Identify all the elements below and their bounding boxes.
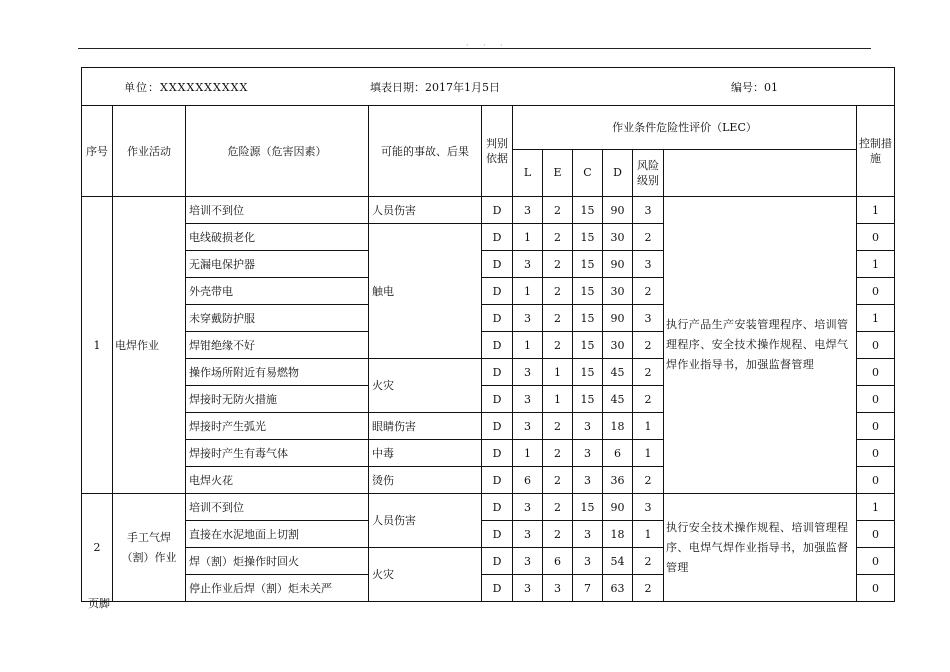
unacceptable-cell: 1 bbox=[857, 305, 895, 332]
unacceptable-cell: 0 bbox=[857, 467, 895, 494]
hazard-cell: 焊（割）炬操作时回火 bbox=[186, 548, 369, 575]
control-measures-cell: 执行产品生产安装管理程序、培训管理程序、安全技术操作规程、电焊气焊作业指导书，加强监督管理 bbox=[664, 197, 857, 494]
l-cell: 1 bbox=[513, 278, 543, 305]
c-cell: 15 bbox=[573, 332, 603, 359]
risk-level-cell: 2 bbox=[633, 386, 664, 413]
e-cell: 2 bbox=[543, 332, 573, 359]
basis-cell: D bbox=[482, 413, 513, 440]
consequence-cell: 眼睛伤害 bbox=[369, 413, 482, 440]
basis-cell: D bbox=[482, 278, 513, 305]
l-cell: 3 bbox=[513, 305, 543, 332]
unacceptable-cell: 1 bbox=[857, 197, 895, 224]
seq-cell: 2 bbox=[82, 494, 113, 602]
hazard-cell: 焊接时产生有毒气体 bbox=[186, 440, 369, 467]
c-cell: 3 bbox=[573, 548, 603, 575]
d-cell: 90 bbox=[603, 197, 633, 224]
col-consequence: 可能的事故、后果 bbox=[369, 106, 482, 197]
c-cell: 15 bbox=[573, 305, 603, 332]
hazard-cell: 焊接时产生弧光 bbox=[186, 413, 369, 440]
hazard-cell: 未穿戴防护服 bbox=[186, 305, 369, 332]
hazard-cell: 直接在水泥地面上切割 bbox=[186, 521, 369, 548]
l-cell: 1 bbox=[513, 224, 543, 251]
e-cell: 2 bbox=[543, 224, 573, 251]
hazard-cell: 无漏电保护器 bbox=[186, 251, 369, 278]
d-cell: 6 bbox=[603, 440, 633, 467]
col-hazard: 危险源（危害因素） bbox=[186, 106, 369, 197]
unacceptable-cell: 0 bbox=[857, 521, 895, 548]
col-risk-level: 风险级别 bbox=[633, 149, 664, 196]
e-cell: 2 bbox=[543, 278, 573, 305]
risk-level-cell: 3 bbox=[633, 251, 664, 278]
footer-text: 页脚 bbox=[88, 597, 110, 610]
risk-level-cell: 2 bbox=[633, 548, 664, 575]
consequence-cell: 火灾 bbox=[369, 359, 482, 413]
basis-cell: D bbox=[482, 467, 513, 494]
basis-cell: D bbox=[482, 251, 513, 278]
e-cell: 3 bbox=[543, 575, 573, 602]
col-d: D bbox=[603, 149, 633, 196]
risk-level-cell: 2 bbox=[633, 278, 664, 305]
hazard-cell: 焊钳绝缘不好 bbox=[186, 332, 369, 359]
basis-cell: D bbox=[482, 359, 513, 386]
e-cell: 1 bbox=[543, 386, 573, 413]
e-cell: 2 bbox=[543, 467, 573, 494]
col-l: L bbox=[513, 149, 543, 196]
d-cell: 45 bbox=[603, 359, 633, 386]
e-cell: 2 bbox=[543, 521, 573, 548]
unacceptable-cell: 0 bbox=[857, 413, 895, 440]
header-mark: · · · bbox=[466, 41, 509, 50]
risk-level-cell: 3 bbox=[633, 494, 664, 521]
col-e: E bbox=[543, 149, 573, 196]
d-cell: 30 bbox=[603, 278, 633, 305]
col-activity: 作业活动 bbox=[113, 106, 186, 197]
d-cell: 90 bbox=[603, 251, 633, 278]
risk-level-cell: 3 bbox=[633, 197, 664, 224]
d-cell: 90 bbox=[603, 305, 633, 332]
consequence-cell: 烫伤 bbox=[369, 467, 482, 494]
l-cell: 3 bbox=[513, 197, 543, 224]
unacceptable-cell: 1 bbox=[857, 251, 895, 278]
col-seq: 序号 bbox=[82, 106, 113, 197]
d-cell: 63 bbox=[603, 575, 633, 602]
table-row bbox=[82, 494, 895, 521]
col-lec-group: 作业条件危险性评价（LEC） bbox=[513, 106, 857, 150]
c-cell: 15 bbox=[573, 197, 603, 224]
l-cell: 1 bbox=[513, 332, 543, 359]
number-label: 编号：01 bbox=[731, 81, 778, 94]
l-cell: 6 bbox=[513, 467, 543, 494]
risk-level-cell: 2 bbox=[633, 224, 664, 251]
hazard-cell: 操作场所附近有易燃物 bbox=[186, 359, 369, 386]
hazard-cell: 培训不到位 bbox=[186, 494, 369, 521]
hazard-cell: 培训不到位 bbox=[186, 197, 369, 224]
basis-cell: D bbox=[482, 386, 513, 413]
date-label: 填表日期：2017年1月5日 bbox=[370, 81, 500, 94]
unit-label: 单位：XXXXXXXXXX bbox=[124, 81, 249, 94]
d-cell: 30 bbox=[603, 332, 633, 359]
e-cell: 2 bbox=[543, 251, 573, 278]
e-cell: 2 bbox=[543, 197, 573, 224]
unacceptable-cell: 0 bbox=[857, 386, 895, 413]
basis-cell: D bbox=[482, 494, 513, 521]
basis-cell: D bbox=[482, 197, 513, 224]
activity-cell: 电焊作业 bbox=[113, 197, 186, 494]
e-cell: 2 bbox=[543, 440, 573, 467]
activity-cell: 手工气焊（割）作业 bbox=[113, 494, 186, 602]
d-cell: 36 bbox=[603, 467, 633, 494]
consequence-cell: 人员伤害 bbox=[369, 494, 482, 548]
hazard-cell: 外壳带电 bbox=[186, 278, 369, 305]
d-cell: 30 bbox=[603, 224, 633, 251]
l-cell: 3 bbox=[513, 251, 543, 278]
e-cell: 6 bbox=[543, 548, 573, 575]
e-cell: 2 bbox=[543, 494, 573, 521]
consequence-cell: 火灾 bbox=[369, 548, 482, 602]
l-cell: 3 bbox=[513, 494, 543, 521]
c-cell: 15 bbox=[573, 278, 603, 305]
header-rule bbox=[78, 48, 871, 49]
l-cell: 3 bbox=[513, 359, 543, 386]
info-row bbox=[82, 68, 895, 106]
col-basis: 判别依据 bbox=[482, 106, 513, 197]
l-cell: 3 bbox=[513, 413, 543, 440]
col-c: C bbox=[573, 149, 603, 196]
l-cell: 3 bbox=[513, 386, 543, 413]
e-cell: 1 bbox=[543, 359, 573, 386]
l-cell: 1 bbox=[513, 440, 543, 467]
l-cell: 3 bbox=[513, 548, 543, 575]
c-cell: 15 bbox=[573, 359, 603, 386]
risk-level-cell: 2 bbox=[633, 575, 664, 602]
risk-level-cell: 2 bbox=[633, 332, 664, 359]
d-cell: 18 bbox=[603, 521, 633, 548]
d-cell: 54 bbox=[603, 548, 633, 575]
hazard-cell: 焊接时无防火措施 bbox=[186, 386, 369, 413]
hazard-cell: 停止作业后焊（割）炬未关严 bbox=[186, 575, 369, 602]
header-row-1 bbox=[82, 106, 895, 150]
risk-assessment-table bbox=[81, 67, 895, 602]
risk-level-cell: 1 bbox=[633, 413, 664, 440]
c-cell: 15 bbox=[573, 224, 603, 251]
unacceptable-cell: 0 bbox=[857, 548, 895, 575]
unacceptable-cell: 0 bbox=[857, 575, 895, 602]
c-cell: 3 bbox=[573, 440, 603, 467]
c-cell: 3 bbox=[573, 467, 603, 494]
d-cell: 18 bbox=[603, 413, 633, 440]
consequence-cell: 触电 bbox=[369, 224, 482, 359]
c-cell: 3 bbox=[573, 521, 603, 548]
basis-cell: D bbox=[482, 224, 513, 251]
unacceptable-cell: 0 bbox=[857, 224, 895, 251]
unacceptable-cell: 0 bbox=[857, 332, 895, 359]
d-cell: 45 bbox=[603, 386, 633, 413]
basis-cell: D bbox=[482, 575, 513, 602]
c-cell: 3 bbox=[573, 413, 603, 440]
consequence-cell: 中毒 bbox=[369, 440, 482, 467]
unacceptable-cell: 0 bbox=[857, 440, 895, 467]
unacceptable-cell: 0 bbox=[857, 359, 895, 386]
hazard-cell: 电线破损老化 bbox=[186, 224, 369, 251]
c-cell: 15 bbox=[573, 251, 603, 278]
control-measures-cell: 执行安全技术操作规程、培训管理程序、电焊气焊作业指导书，加强监督管理 bbox=[664, 494, 857, 602]
basis-cell: D bbox=[482, 548, 513, 575]
unacceptable-cell: 0 bbox=[857, 278, 895, 305]
l-cell: 3 bbox=[513, 521, 543, 548]
risk-level-cell: 3 bbox=[633, 305, 664, 332]
consequence-cell: 人员伤害 bbox=[369, 197, 482, 224]
risk-level-cell: 1 bbox=[633, 440, 664, 467]
e-cell: 2 bbox=[543, 305, 573, 332]
basis-cell: D bbox=[482, 521, 513, 548]
d-cell: 90 bbox=[603, 494, 633, 521]
c-cell: 15 bbox=[573, 494, 603, 521]
risk-level-cell: 2 bbox=[633, 467, 664, 494]
basis-cell: D bbox=[482, 332, 513, 359]
table-row bbox=[82, 197, 895, 224]
basis-cell: D bbox=[482, 305, 513, 332]
hazard-cell: 电焊火花 bbox=[186, 467, 369, 494]
risk-level-cell: 1 bbox=[633, 521, 664, 548]
risk-level-cell: 2 bbox=[633, 359, 664, 386]
unacceptable-cell: 1 bbox=[857, 494, 895, 521]
basis-cell: D bbox=[482, 440, 513, 467]
col-control: 控制措施 bbox=[857, 106, 895, 197]
c-cell: 7 bbox=[573, 575, 603, 602]
e-cell: 2 bbox=[543, 413, 573, 440]
seq-cell: 1 bbox=[82, 197, 113, 494]
c-cell: 15 bbox=[573, 386, 603, 413]
info-cell bbox=[82, 68, 895, 106]
l-cell: 3 bbox=[513, 575, 543, 602]
